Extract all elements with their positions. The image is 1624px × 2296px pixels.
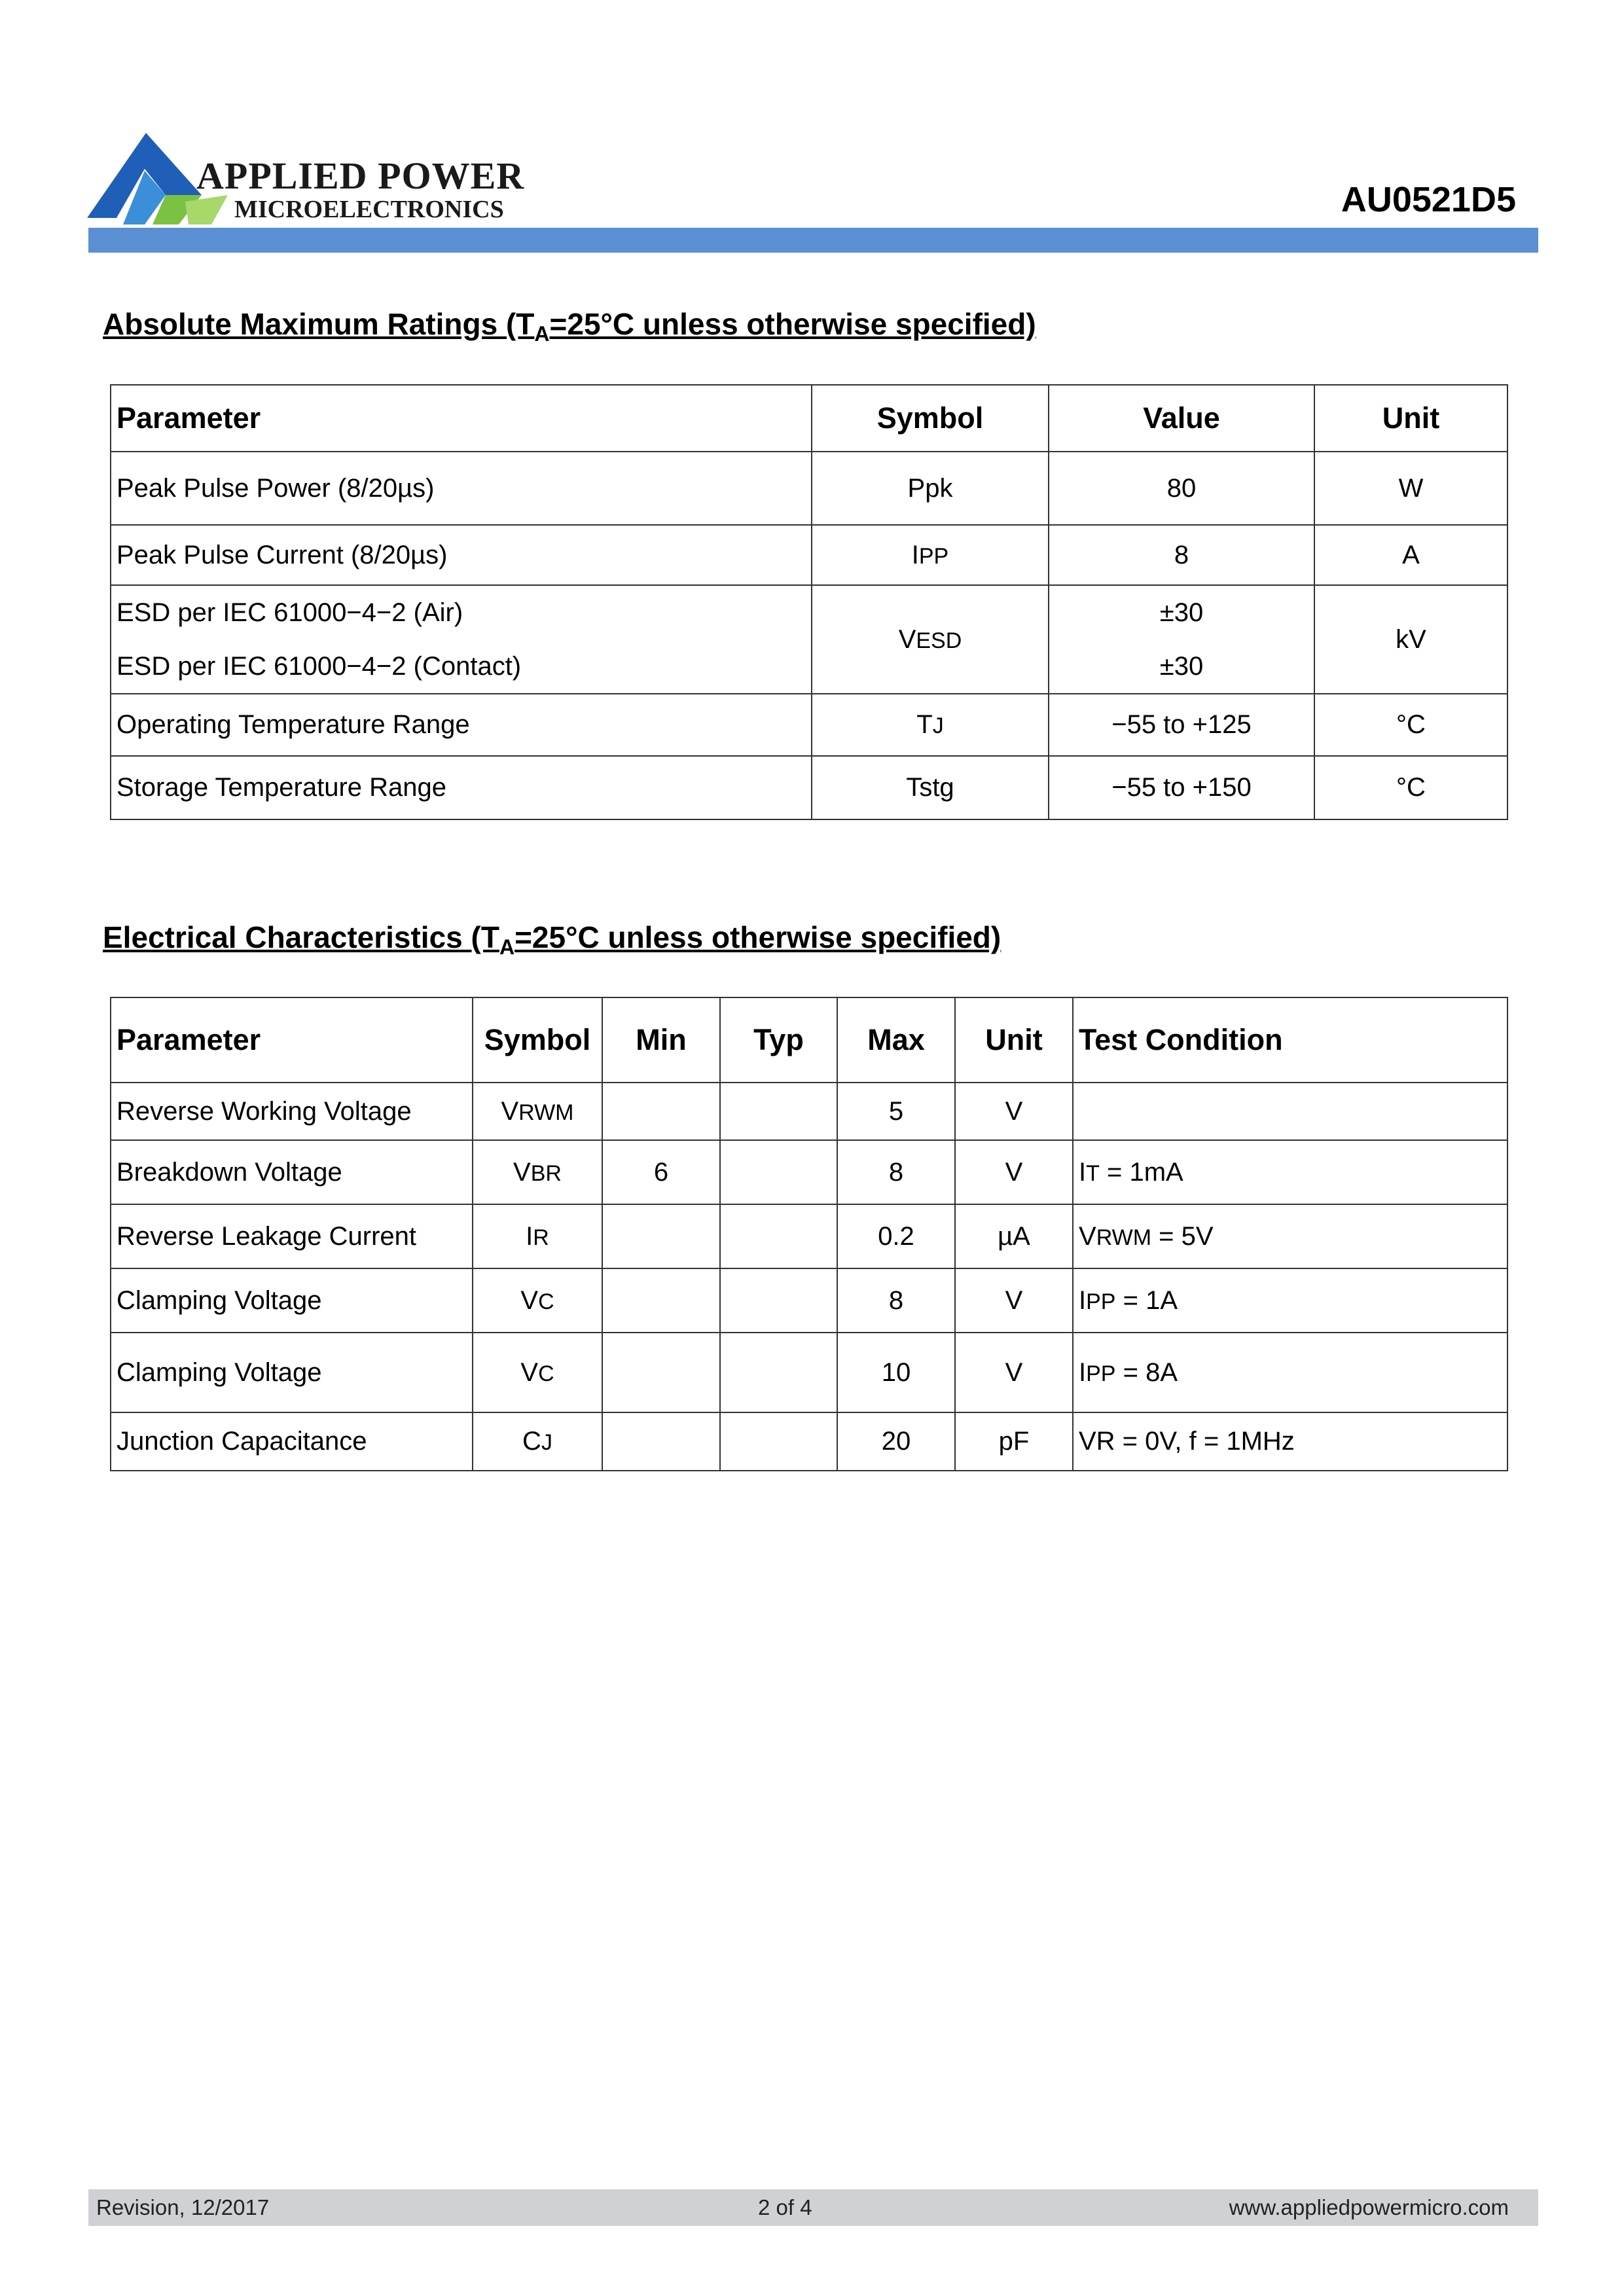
table-row [111,756,1507,819]
company-name-line1: APPLIED POWER [196,154,525,197]
cell-condition: VR = 0V, f = 1MHz [1073,1412,1507,1471]
cell-unit: V [955,1333,1073,1412]
cell-typ [720,1333,837,1412]
table-row [111,525,1507,585]
header-symbol: Symbol [812,385,1049,452]
cell-parameter: Storage Temperature Range [111,756,812,819]
cell-condition: VRWM = 5V [1073,1204,1507,1268]
cell-condition: IPP = 1A [1073,1268,1507,1333]
cell-symbol: VBR [473,1140,602,1204]
cell-parameter: Operating Temperature Range [111,694,812,756]
cell-parameter: Clamping Voltage [111,1333,473,1412]
header-symbol: Symbol [473,997,602,1083]
cell-condition: IPP = 8A [1073,1333,1507,1412]
cell-min [602,1268,720,1333]
cell-symbol: Tstg [812,756,1049,819]
cell-unit: pF [955,1412,1073,1471]
esd-contact-label: ESD per IEC 61000−4−2 (Contact) [117,652,522,681]
cell-max: 8 [837,1268,955,1333]
cell-symbol: VC [473,1333,602,1412]
cell-parameter: Reverse Leakage Current [111,1204,473,1268]
part-number: AU0521D5 [1341,180,1516,219]
elec-title: Electrical Characteristics ($T_A=25^\circ C$ unless otherwise specified) [103,920,1001,959]
esd-contact-value: ±30 [1159,652,1204,681]
cell-symbol: IR [473,1204,602,1268]
cell-symbol: CJ [473,1412,602,1471]
cell-typ [720,1083,837,1140]
cell-min [602,1204,720,1268]
table-row [111,1333,1507,1412]
cell-unit: kV [1314,585,1507,694]
header-bar [88,228,1538,253]
cell-symbol: IPP [812,525,1049,585]
cell-max: 5 [837,1083,955,1140]
footer-website[interactable]: www.appliedpowermicro.com [1229,2195,1509,2219]
header-unit: Unit [1314,385,1507,452]
header-typ: Typ [720,997,837,1083]
cell-typ [720,1268,837,1333]
cell-unit: °C [1314,756,1507,819]
header-parameter: Parameter [111,997,473,1083]
footer-bar [88,2189,1538,2226]
cell-max: 8 [837,1140,955,1204]
cell-symbol: TJ [812,694,1049,756]
table-row [111,1268,1507,1333]
cell-parameter: Breakdown Voltage [111,1140,473,1204]
cell-symbol: VRWM [473,1083,602,1140]
table-header-row [111,997,1507,1083]
cell-condition: IT = 1mA [1073,1140,1507,1204]
cell-unit: V [955,1083,1073,1140]
esd-air-value: ±30 [1159,598,1204,627]
esd-air-label: ESD per IEC 61000−4−2 (Air) [117,598,463,627]
cell-min [602,1333,720,1412]
header-test-condition: Test Condition [1073,997,1507,1083]
cell-min: 6 [602,1140,720,1204]
cell-condition [1073,1083,1507,1140]
cell-typ [720,1204,837,1268]
cell-value: −55 to +150 [1049,756,1314,819]
cell-symbol: Ppk [812,452,1049,525]
abs-max-title: Absolute Maximum Ratings ($T_A=25^\circ C$ unless otherwise specified) [103,307,1036,346]
cell-value: −55 to +125 [1049,694,1314,756]
table-row [111,694,1507,756]
table-row [111,1083,1507,1140]
elec-table [110,997,1508,1471]
header-parameter: Parameter [111,385,812,452]
footer-page-number: 2 of 4 [758,2195,812,2219]
table-row [111,585,1507,694]
cell-parameter [111,585,812,694]
table-header-row [111,385,1507,452]
cell-parameter: Junction Capacitance [111,1412,473,1471]
cell-unit: W [1314,452,1507,525]
cell-max: 0.2 [837,1204,955,1268]
table-row [111,1140,1507,1204]
cell-min [602,1083,720,1140]
cell-max: 20 [837,1412,955,1471]
cell-value: 8 [1049,525,1314,585]
cell-max: 10 [837,1333,955,1412]
cell-typ [720,1140,837,1204]
cell-unit: V [955,1140,1073,1204]
cell-unit: µA [955,1204,1073,1268]
company-name-line2: MICROELECTRONICS [234,196,504,223]
cell-parameter: Peak Pulse Power (8/20µs) [111,452,812,525]
table-row [111,1204,1507,1268]
cell-parameter: Reverse Working Voltage [111,1083,473,1140]
cell-unit: °C [1314,694,1507,756]
footer-revision: Revision, 12/2017 [96,2195,270,2219]
abs-max-table [110,384,1508,820]
cell-value: 80 [1049,452,1314,525]
header-max: Max [837,997,955,1083]
header-unit: Unit [955,997,1073,1083]
table-row [111,1412,1507,1471]
header-value: Value [1049,385,1314,452]
table-row [111,452,1507,525]
cell-unit: V [955,1268,1073,1333]
cell-typ [720,1412,837,1471]
cell-symbol: VC [473,1268,602,1333]
cell-value [1049,585,1314,694]
cell-unit: A [1314,525,1507,585]
cell-parameter: Clamping Voltage [111,1268,473,1333]
cell-min [602,1412,720,1471]
cell-symbol: VESD [812,585,1049,694]
header-min: Min [602,997,720,1083]
cell-parameter: Peak Pulse Current (8/20µs) [111,525,812,585]
